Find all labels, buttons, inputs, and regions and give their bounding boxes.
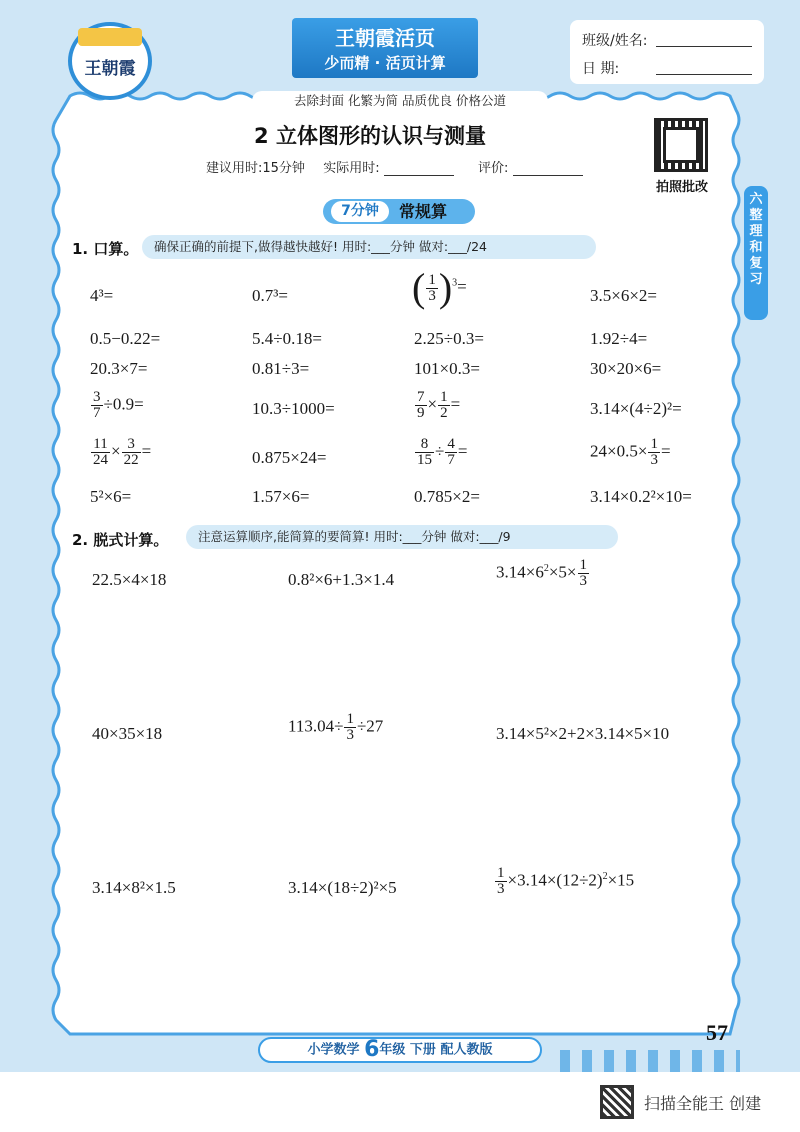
q1-item-fraction: $\frac{7}{9}$ × $\frac{1}{2}$ = bbox=[417, 389, 461, 421]
q1-item: 10.3÷1000= bbox=[252, 399, 335, 418]
q2-item-fraction: $\frac{1}{3}$ $\times 3.14\times(12\div 2)^2\times 15$ bbox=[497, 865, 635, 897]
section-time: 7分钟 bbox=[331, 201, 389, 222]
q2-item: 3.14×5²×2+2×3.14×5×10 bbox=[496, 724, 670, 743]
q1-item: 3.5×6×2= bbox=[590, 286, 658, 305]
side-tab-char: 整 bbox=[749, 208, 763, 223]
footer-volume: 下册 bbox=[409, 1042, 436, 1058]
date-label: 日 期: bbox=[582, 61, 620, 77]
q1-item: 3.14×(4÷2)²= bbox=[590, 399, 682, 418]
student-info-box bbox=[570, 20, 764, 84]
actual-time-field[interactable] bbox=[384, 175, 454, 176]
q1-note: 确保正确的前提下,做得越快越好! 用时:___分钟 做对:___/24 bbox=[142, 235, 596, 259]
scanner-text: 扫描全能王 创建 bbox=[644, 1094, 762, 1113]
q1-item: 30×20×6= bbox=[590, 359, 662, 378]
q2-heading: 2. 脱式计算。 bbox=[72, 531, 169, 549]
q2-item: 3.14×(18÷2)²×5 bbox=[288, 878, 397, 897]
side-tab-char: 理 bbox=[749, 224, 763, 239]
suggested-time: 建议用时:15分钟 bbox=[206, 161, 305, 176]
side-tab-char: 和 bbox=[749, 240, 763, 255]
q2-item: 40×35×18 bbox=[92, 724, 163, 743]
qr-label: 拍照批改 bbox=[655, 180, 708, 195]
brand-subtitle: 少而精 · 活页计算 bbox=[324, 54, 446, 72]
q1-item-fraction-cube: ( $\frac{1}{3}$ )$^3$= bbox=[412, 265, 467, 310]
q1-item: 5.4÷0.18= bbox=[252, 329, 322, 348]
side-chapter-tab bbox=[744, 186, 768, 320]
section-pill bbox=[323, 199, 475, 224]
q1-item: 2.25÷0.3= bbox=[414, 329, 484, 348]
q1-item-fraction: $\frac{11}{24}$ × $\frac{3}{22}$ = bbox=[93, 436, 152, 468]
class-name-field[interactable] bbox=[656, 46, 752, 47]
q1-item: 20.3×7= bbox=[90, 359, 148, 378]
q1-item-fraction: $\frac{8}{15}$ ÷ $\frac{4}{7}$ = bbox=[417, 436, 468, 468]
logo-text: 王朝霞 bbox=[84, 59, 136, 79]
date-field[interactable] bbox=[656, 74, 752, 75]
q1-item-fraction: $\frac{3}{7}$ ÷0.9= bbox=[93, 389, 144, 421]
footer-edition: 配人教版 bbox=[440, 1042, 493, 1058]
brand-banner bbox=[292, 18, 478, 78]
q2-item: 3.14×8²×1.5 bbox=[92, 878, 176, 897]
worksheet-title: 2 立体图形的认识与测量 bbox=[254, 124, 486, 148]
qr-code-icon[interactable] bbox=[654, 118, 708, 172]
time-info bbox=[206, 157, 583, 176]
q1-item: 0.785×2= bbox=[414, 487, 480, 506]
q1-item-fraction: 24×0.5× $\frac{1}{3}$ = bbox=[590, 436, 671, 468]
q2-item-fraction: 113.04÷ $\frac{1}{3}$ ÷27 bbox=[288, 711, 384, 743]
q2-item-fraction: $3.14\times 6^2\times 5\times$ $\frac{1}{3}$ bbox=[496, 557, 588, 589]
brand-logo bbox=[60, 18, 156, 102]
q1-item: 3.14×0.2²×10= bbox=[590, 487, 692, 506]
side-tab-char: 复 bbox=[749, 256, 763, 271]
q1-item: 101×0.3= bbox=[414, 359, 480, 378]
q1-item: 1.57×6= bbox=[252, 487, 310, 506]
page-number: 57 bbox=[706, 1020, 728, 1045]
scanner-qr-icon bbox=[600, 1085, 634, 1119]
q2-item: 22.5×4×18 bbox=[92, 570, 167, 589]
section-label: 常规算 bbox=[399, 202, 448, 221]
side-tab-char: 六 bbox=[749, 192, 763, 207]
q1-item: 0.81÷3= bbox=[252, 359, 310, 378]
side-tab-char: 习 bbox=[749, 272, 763, 287]
actual-time-label: 实际用时: bbox=[323, 161, 380, 176]
q1-item: 1.92÷4= bbox=[590, 329, 648, 348]
q1-item: 0.875×24= bbox=[252, 448, 327, 467]
brand-title: 王朝霞活页 bbox=[335, 26, 435, 50]
evaluation-field[interactable] bbox=[513, 175, 583, 176]
footer-grade-pill bbox=[258, 1037, 542, 1063]
q1-heading: 1. 口算。 bbox=[72, 240, 139, 258]
class-name-label: 班级/姓名: bbox=[582, 33, 648, 49]
q1-item: 0.5−0.22= bbox=[90, 329, 161, 348]
q2-item: 0.8²×6+1.3×1.4 bbox=[288, 570, 395, 589]
slogan: 去除封面 化繁为简 品质优良 价格公道 bbox=[252, 91, 548, 111]
q2-note: 注意运算顺序,能简算的要简算! 用时:___分钟 做对:___/9 bbox=[186, 525, 618, 549]
footer-subject: 小学数学 bbox=[307, 1042, 360, 1058]
q1-item: 4³= bbox=[90, 286, 114, 305]
footer-grade-suffix: 年级 bbox=[379, 1042, 406, 1058]
decorative-stripes bbox=[560, 1050, 740, 1072]
evaluation-label: 评价: bbox=[478, 161, 509, 176]
footer-grade: 6 bbox=[364, 1037, 380, 1062]
q1-item: 0.7³= bbox=[252, 286, 288, 305]
q1-item: 5²×6= bbox=[90, 487, 132, 506]
